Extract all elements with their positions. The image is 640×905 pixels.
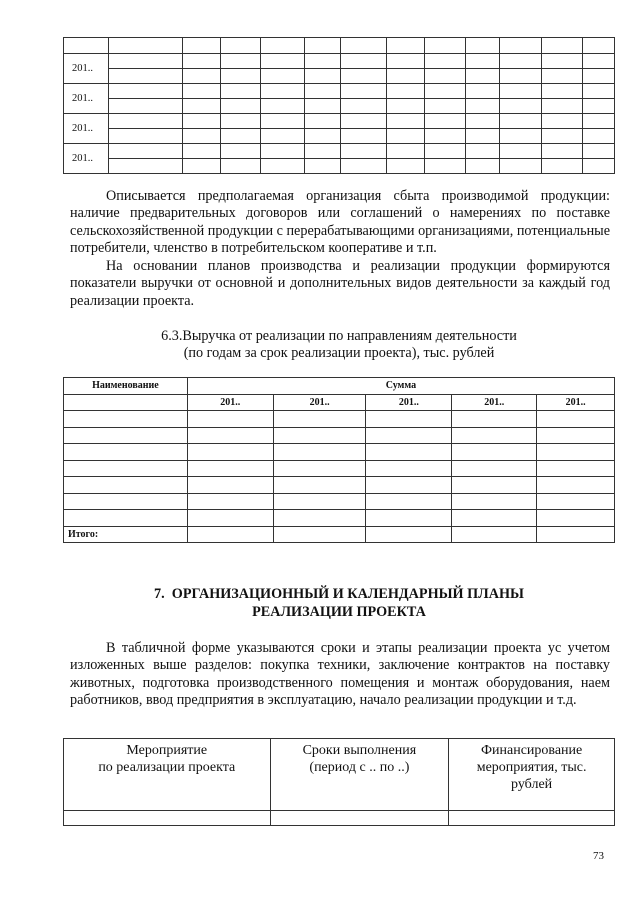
year-header: 201.. — [366, 394, 452, 411]
year-header: 201.. — [273, 394, 366, 411]
paragraph-schedule: В табличной форме указываются сроки и этапы реализации проекта ус учетом изложенных выше разделов: покупка техники, заключение контрактов на поставку животных, подготовка производственного помещения и монтаж оборудования, наем работников, ввод предприятия в эксплуатацию, начало реализации продукции и т.д. — [70, 640, 610, 709]
paragraph-sales: Описывается предполагаемая организация сбыта производимой продукции: наличие предварительных договоров или соглашений о намерениях по поставке сельскохозяйственной продукции с перерабатывающими организациями, потенциальные потребители, членство в потребительском кооперативе и т.п. — [70, 188, 610, 257]
table-row — [64, 427, 615, 444]
revenue-table — [63, 377, 615, 543]
table-row — [64, 460, 615, 477]
table-row — [64, 444, 615, 461]
year-cell: 201.. — [64, 54, 109, 84]
year-cell: 201.. — [64, 114, 109, 144]
page-number: 73 — [593, 850, 604, 862]
table-row — [64, 477, 615, 494]
table-header-row — [64, 739, 615, 811]
paragraph-revenue: На основании планов производства и реализации продукции формируются показатели выручки от основной и дополнительных видов деятельности за каждый год реализации проекта. — [70, 258, 610, 309]
top-table — [63, 37, 615, 174]
table-row — [64, 69, 615, 84]
table-row — [64, 54, 615, 69]
column-header-period: Сроки выполнения (период с .. по ..) — [270, 739, 449, 811]
year-header: 201.. — [187, 394, 273, 411]
schedule-table — [63, 738, 615, 826]
table-row — [64, 510, 615, 527]
table-row — [64, 811, 615, 826]
table-row — [64, 411, 615, 428]
table-caption: 6.3.Выручка от реализации по направлениям деятельности (по годам за срок реализации проекта), тыс. рублей — [161, 328, 517, 362]
year-cell: 201.. — [64, 84, 109, 114]
column-header-financing: Финансирование мероприятия, тыс. рублей — [449, 739, 615, 811]
table-total-row — [64, 526, 615, 543]
table-row — [64, 114, 615, 129]
table-row — [64, 129, 615, 144]
table-row — [64, 99, 615, 114]
year-cell: 201.. — [64, 144, 109, 174]
column-header-name: Наименование — [64, 378, 188, 395]
table-row — [64, 144, 615, 159]
year-header: 201.. — [452, 394, 537, 411]
column-header-sum: Сумма — [187, 378, 614, 395]
table-row — [64, 493, 615, 510]
total-label: Итого: — [64, 526, 188, 543]
table-header-row — [64, 394, 615, 411]
table-row — [64, 159, 615, 174]
table-row — [64, 38, 615, 54]
table-row — [64, 84, 615, 99]
year-header: 201.. — [537, 394, 615, 411]
column-header-activity: Мероприятие по реализации проекта — [64, 739, 271, 811]
section-heading: 7. ОРГАНИЗАЦИОННЫЙ И КАЛЕНДАРНЫЙ ПЛАНЫ РЕАЛИЗАЦИИ ПРОЕКТА — [154, 586, 524, 620]
table-header-row — [64, 378, 615, 395]
